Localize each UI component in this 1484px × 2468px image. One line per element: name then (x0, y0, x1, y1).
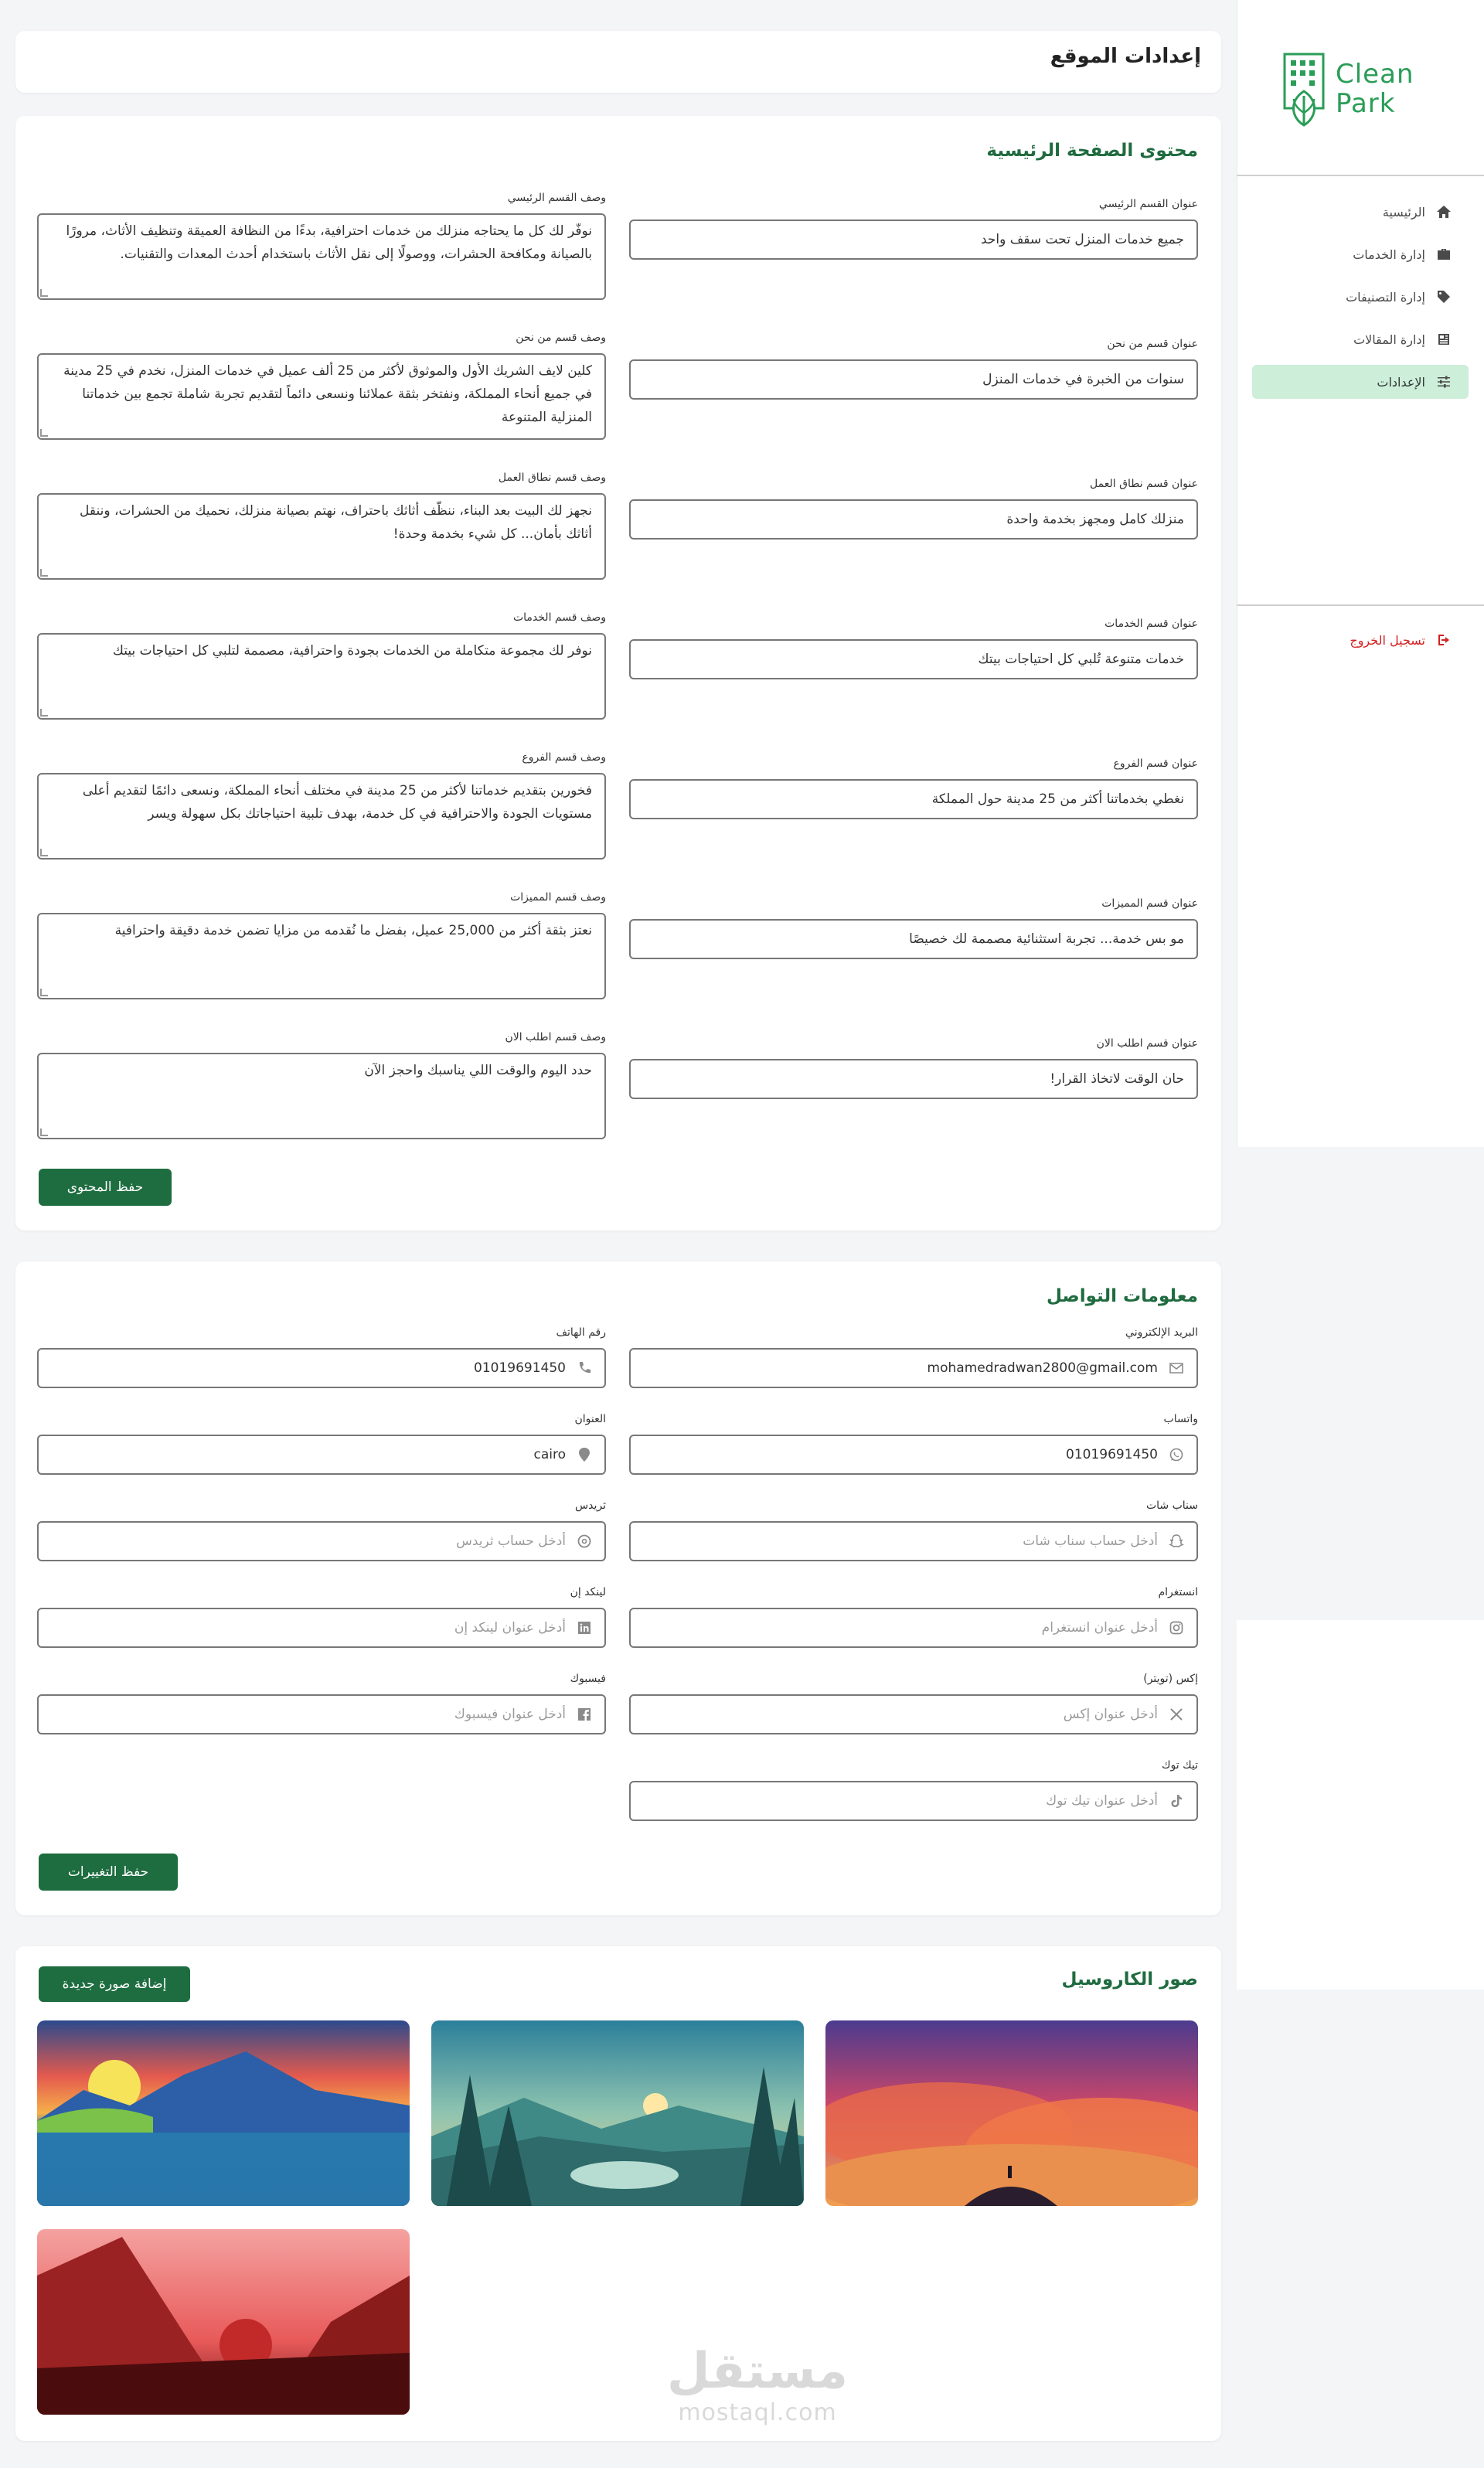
sidebar-item-articles[interactable] (1252, 322, 1469, 356)
tiktok-icon (1169, 1793, 1184, 1809)
section-description-textarea[interactable]: نعتز بثقة أكثر من 25,000 عميل، بفضل ما نُقدمه من مزايا تضمن خدمة دقيقة واحترافية (37, 913, 606, 999)
input-placeholder: أدخل عنوان إكس (1063, 1707, 1158, 1722)
carousel-image[interactable] (37, 2229, 410, 2415)
section-title-input[interactable]: جميع خدمات المنزل تحت سقف واحد (629, 220, 1198, 260)
section-title-field (629, 757, 1198, 819)
section-title-input[interactable]: منزلك كامل ومجهز بخدمة واحدة (629, 499, 1198, 540)
forest-lake-deer-image (431, 2020, 804, 2206)
section-description-field (37, 891, 606, 999)
logout-button[interactable] (1252, 625, 1469, 655)
brand-logo[interactable] (1283, 48, 1438, 130)
red-cloud-figure-image (825, 2020, 1198, 2206)
divider (1237, 604, 1484, 606)
section-description-textarea[interactable]: حدد اليوم والوقت اللي يناسبك واحجز الآن (37, 1053, 606, 1139)
field-label: وصف قسم الخدمات (512, 611, 606, 624)
section-title-input[interactable]: نغطي بخدماتنا أكثر من 25 مدينة حول المملكة (629, 779, 1198, 819)
field-label: عنوان قسم الخدمات (1104, 618, 1198, 630)
section-title-field (629, 198, 1198, 260)
section-description-textarea[interactable]: كلين لايف الشريك الأول والموثوق لأكثر من 25 ألف عميل في خدمات المنزل، نخدم في 25 مدينة في جميع أنحاء المملكة، ونفتخر بثقة عملائنا ونسعى دائماً لتقديم تجربة شاملة تجمع بين خدماتنا المنزلية المتنوعة (37, 353, 606, 440)
contact-input[interactable] (37, 1521, 606, 1561)
envelope-icon (1169, 1360, 1184, 1376)
field-label: عنوان القسم الرئيسي (1098, 198, 1198, 210)
field-label: البريد الإلكتروني (1125, 1326, 1198, 1339)
contact-input[interactable] (37, 1348, 606, 1388)
contact-input[interactable] (629, 1435, 1198, 1475)
sidebar (1237, 0, 1484, 1147)
field-label: فيسبوك (570, 1673, 606, 1685)
watermark-arabic: مستقل (666, 2343, 849, 2400)
carousel-image[interactable] (37, 2020, 410, 2206)
field-label: انستغرام (1158, 1586, 1198, 1598)
field-label: واتساب (1163, 1413, 1198, 1425)
watermark-latin: mostaql.com (678, 2399, 837, 2426)
map-pin-icon (577, 1447, 592, 1462)
section-description-field (37, 751, 606, 860)
contact-field (629, 1673, 1198, 1734)
watermark (657, 2344, 858, 2426)
home-icon (1436, 204, 1452, 220)
x-icon (1169, 1707, 1184, 1722)
snapchat-icon (1169, 1534, 1184, 1549)
logout-label: تسجيل الخروج (1350, 632, 1425, 648)
section-description-field (37, 611, 606, 720)
field-label: عنوان قسم نطاق العمل (1090, 478, 1198, 490)
section-description-field (37, 192, 606, 300)
briefcase-icon (1436, 247, 1452, 262)
sidebar-item-label: إدارة الخدمات (1353, 247, 1425, 262)
divider (1237, 175, 1484, 176)
sidebar-nav (1252, 195, 1469, 407)
contact-field (629, 1326, 1198, 1388)
field-label: إكس (تويتر) (1143, 1673, 1198, 1685)
input-placeholder: أدخل حساب سناب شات (1023, 1534, 1158, 1549)
contact-info-card (15, 1261, 1221, 1915)
contact-input[interactable] (629, 1694, 1198, 1734)
contact-input[interactable] (629, 1521, 1198, 1561)
contact-field (37, 1673, 606, 1734)
carousel-image[interactable] (431, 2020, 804, 2206)
section-title-field (629, 897, 1198, 959)
input-placeholder: أدخل عنوان تيك توك (1046, 1793, 1158, 1809)
contact-field (37, 1413, 606, 1475)
input-value: cairo (533, 1447, 566, 1462)
sidebar-item-label: الرئيسية (1382, 204, 1425, 220)
sidebar-item-label: إدارة المقالات (1353, 332, 1425, 347)
section-description-textarea[interactable]: نوفّر لك كل ما يحتاجه منزلك من خدمات احترافية، بدءًا من النظافة العميقة وتنظيف الأثاث، مرورًا بالصيانة ومكافحة الحشرات، ووصولًا إلى نقل الأثاث باستخدام أحدث المعدات والتقنيات. (37, 213, 606, 300)
carousel-image[interactable] (825, 2020, 1198, 2206)
section-title-field (629, 618, 1198, 679)
section-title: صور الكاروسيل (1061, 1969, 1198, 1990)
section-title-input[interactable]: سنوات من الخبرة في خدمات المنزل (629, 359, 1198, 400)
section-description-textarea[interactable]: نوفر لك مجموعة متكاملة من الخدمات بجودة واحترافية، مصممة لتلبي كل احتياجات بيتك (37, 633, 606, 720)
contact-input[interactable] (629, 1348, 1198, 1388)
contact-input[interactable] (629, 1781, 1198, 1821)
mountain-lake-sunset-image (37, 2020, 410, 2206)
section-title-field (629, 1037, 1198, 1099)
section-title: معلومات التواصل (1047, 1286, 1198, 1306)
page-title: إعدادات الموقع (1050, 45, 1201, 68)
field-label: وصف القسم الرئيسي (507, 192, 606, 204)
contact-input[interactable] (629, 1608, 1198, 1648)
sliders-icon (1436, 374, 1452, 390)
building-leaf-icon (1283, 49, 1331, 128)
input-placeholder: أدخل عنوان لينكد إن (454, 1620, 566, 1636)
page-header (15, 31, 1221, 93)
threads-icon (577, 1534, 592, 1549)
input-placeholder: أدخل عنوان انستغرام (1041, 1620, 1158, 1636)
section-title-field (629, 478, 1198, 540)
contact-field (629, 1759, 1198, 1821)
contact-field (629, 1586, 1198, 1648)
section-description-textarea[interactable]: فخورين بتقديم خدماتنا لأكثر من 25 مدينة في مختلف أنحاء المملكة، ونسعى دائمًا لتقديم أعلى مستويات الجودة والاحترافية في كل خدمة، بهدف تلبية احتياجاتك بكل سهولة ويسر (37, 773, 606, 860)
brand-name-line2: Park (1336, 88, 1396, 119)
field-label: تيك توك (1161, 1759, 1198, 1772)
section-description-field (37, 332, 606, 440)
linkedin-icon (577, 1620, 592, 1636)
field-label: وصف قسم نطاق العمل (498, 471, 606, 484)
field-label: عنوان قسم الفروع (1113, 757, 1198, 770)
section-title-input[interactable]: خدمات متنوعة تُلبي كل احتياجات بيتك (629, 639, 1198, 679)
field-label: وصف قسم اطلب الان (505, 1031, 606, 1043)
input-placeholder: أدخل حساب ثريدس (456, 1534, 566, 1549)
input-value: 01019691450 (474, 1360, 566, 1376)
contact-input[interactable] (37, 1608, 606, 1648)
section-title: محتوى الصفحة الرئيسية (986, 141, 1198, 161)
field-label: وصف قسم المميزات (510, 891, 606, 904)
save-content-button[interactable]: حفظ المحتوى (39, 1169, 172, 1206)
contact-field (37, 1326, 606, 1388)
input-value: 01019691450 (1066, 1447, 1158, 1462)
red-mountain-sunset-image (37, 2229, 410, 2415)
sidebar-item-settings[interactable] (1252, 365, 1469, 399)
tags-icon (1436, 289, 1452, 305)
field-label: وصف قسم الفروع (522, 751, 606, 764)
logout-icon (1436, 632, 1452, 648)
contact-field (37, 1586, 606, 1648)
phone-icon (577, 1360, 592, 1376)
add-image-button[interactable]: إضافة صورة جديدة (39, 1966, 190, 2002)
save-changes-button[interactable]: حفظ التغييرات (39, 1854, 178, 1891)
whatsapp-icon (1169, 1447, 1184, 1462)
sidebar-lower-panel (1237, 1620, 1484, 1990)
facebook-icon (577, 1707, 592, 1722)
contact-input[interactable] (37, 1694, 606, 1734)
contact-input[interactable] (37, 1435, 606, 1475)
section-title-input[interactable]: مو بس خدمة... تجربة استثنائية مصممة لك خصيصًا (629, 919, 1198, 959)
field-label: عنوان قسم من نحن (1107, 338, 1198, 350)
field-label: عنوان قسم المميزات (1101, 897, 1198, 910)
section-description-textarea[interactable]: نجهز لك البيت بعد البناء، ننظّف أثاثك باحتراف، نهتم بصيانة منزلك، نحميك من الحشرات، وننقل أثاثك بأمان... كل شيء بخدمة وحدة! (37, 493, 606, 580)
field-label: عنوان قسم اطلب الان (1096, 1037, 1198, 1050)
contact-field (37, 1500, 606, 1561)
brand-name-line1: Clean (1336, 59, 1414, 90)
sidebar-item-label: الإعدادات (1377, 374, 1425, 390)
sidebar-item-categories[interactable] (1252, 280, 1469, 314)
contact-field (629, 1413, 1198, 1475)
contact-field (629, 1500, 1198, 1561)
input-value: mohamedradwan2800@gmail.com (927, 1360, 1158, 1376)
sidebar-item-services[interactable] (1252, 237, 1469, 271)
field-label: لينكد إن (570, 1586, 606, 1598)
field-label: رقم الهاتف (556, 1326, 606, 1339)
homepage-content-card (15, 116, 1221, 1231)
field-label: وصف قسم من نحن (516, 332, 606, 344)
input-placeholder: أدخل عنوان فيسبوك (454, 1707, 566, 1722)
sidebar-item-home[interactable] (1252, 195, 1469, 229)
section-title-field (629, 338, 1198, 400)
instagram-icon (1169, 1620, 1184, 1636)
field-label: العنوان (574, 1413, 606, 1425)
newspaper-icon (1436, 332, 1452, 347)
sidebar-item-label: إدارة التصنيفات (1346, 289, 1425, 305)
field-label: ثريدس (575, 1500, 606, 1512)
field-label: سناب شات (1145, 1500, 1198, 1512)
section-title-input[interactable]: حان الوقت لاتخاذ القرار! (629, 1059, 1198, 1099)
carousel-card (15, 1946, 1221, 2441)
section-description-field (37, 471, 606, 580)
section-description-field (37, 1031, 606, 1139)
